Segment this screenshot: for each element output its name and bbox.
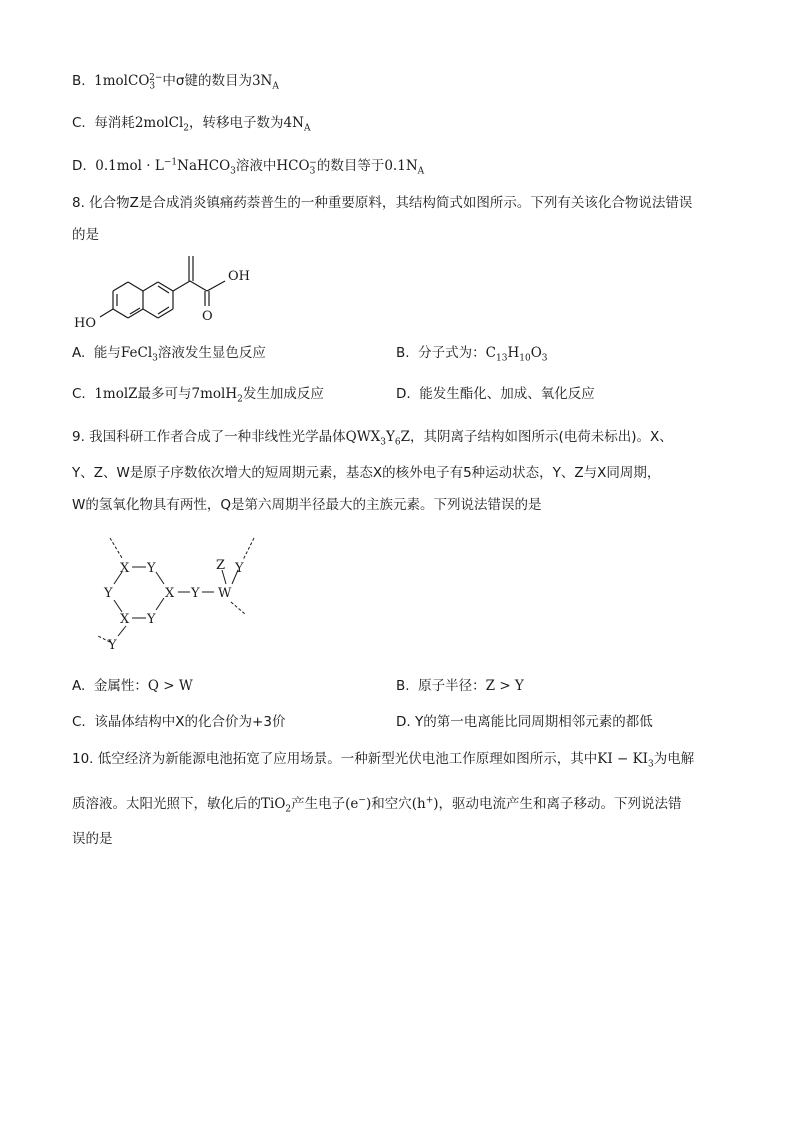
q10-stem-line1: 10. 低空经济为新能源电池拓宽了应用场景。一种新型光伏电池工作原理如图所示，其中KI − $KI_3$为电解	[72, 751, 695, 770]
q8-option-b: B. 分子式为：$C_{13}H_{10}O_3$	[396, 345, 548, 364]
q8-option-d: D. 能发生酯化、加成、氧化反应	[396, 386, 595, 402]
q9-atom-y2: Y	[104, 586, 113, 601]
q9-stem-line2: Y、Z、W是原子序数依次增大的短周期元素，基态X的核外电子有5种运动状态，Y、Z与X同周期，	[72, 465, 661, 481]
q9-atom-x2: X	[165, 586, 175, 601]
q9-option-d: D. Y的第一电离能比同周期相邻元素的都低	[396, 714, 653, 730]
q9-atom-x1: X	[120, 561, 130, 576]
q9-atom-x3: X	[120, 612, 130, 627]
q9-option-c: C. 该晶体结构中X的化合价为+3价	[72, 714, 286, 730]
q10-stem-line2: 质溶液。太阳光照下，敏化后的TiO$_2$产生电子(e−)和空穴(h+)，驱动电流产生和离子移动。下列说法错	[72, 795, 682, 815]
q9-atom-y6: Y	[235, 561, 244, 576]
q8-option-a: A. 能与FeCl$_3$溶液发生显色反应	[72, 345, 266, 364]
q8-oh-label: OH	[228, 269, 250, 284]
q8-stem-line2: 的是	[72, 227, 99, 243]
q9-atom-y1: Y	[147, 561, 156, 576]
q9-atom-y4: Y	[147, 612, 156, 627]
q9-atom-y3: Y	[191, 586, 200, 601]
q8-ho-label: HO	[74, 316, 96, 331]
q9-option-b: B. 原子半径：Z > Y	[396, 678, 524, 694]
q9-atom-z: Z	[216, 558, 226, 573]
q9-atom-w: W	[218, 586, 232, 601]
q9-anion-structure-diagram	[90, 532, 290, 657]
q7-option-b: B. 1molCO$_3^{2-}$中σ键的数目为$3N_A$	[72, 72, 279, 92]
q8-structure-diagram	[70, 248, 270, 338]
q8-o-label: O	[202, 309, 213, 324]
q9-stem-line1: 9. 我国科研工作者合成了一种非线性光学晶体$QWX_3Y_6Z$，其阴离子结构如图所示(电荷未标出)。X、	[72, 429, 673, 448]
q7-option-d: D. $0.1mol \cdot L^{-1}NaHCO_3$溶液中$HCO_3^-$的数目等于$0.1N_A$	[72, 157, 425, 177]
q7-option-c: C. 每消耗2molCl$_2$，转移电子数为$4N_A$	[72, 115, 311, 134]
q9-option-a: A. 金属性：Q > W	[72, 678, 193, 694]
q9-stem-line3: W的氢氧化物具有两性，Q是第六周期半径最大的主族元素。下列说法错误的是	[72, 497, 542, 513]
q10-stem-line3: 误的是	[72, 831, 113, 847]
q9-atom-y5: Y	[108, 638, 117, 653]
q8-stem-line1: 8. 化合物Z是合成消炎镇痛药萘普生的一种重要原料，其结构简式如图所示。下列有关该化合物说法错误	[72, 195, 693, 211]
q8-option-c: C. 1molZ最多可与7molH$_2$发生加成反应	[72, 386, 324, 405]
